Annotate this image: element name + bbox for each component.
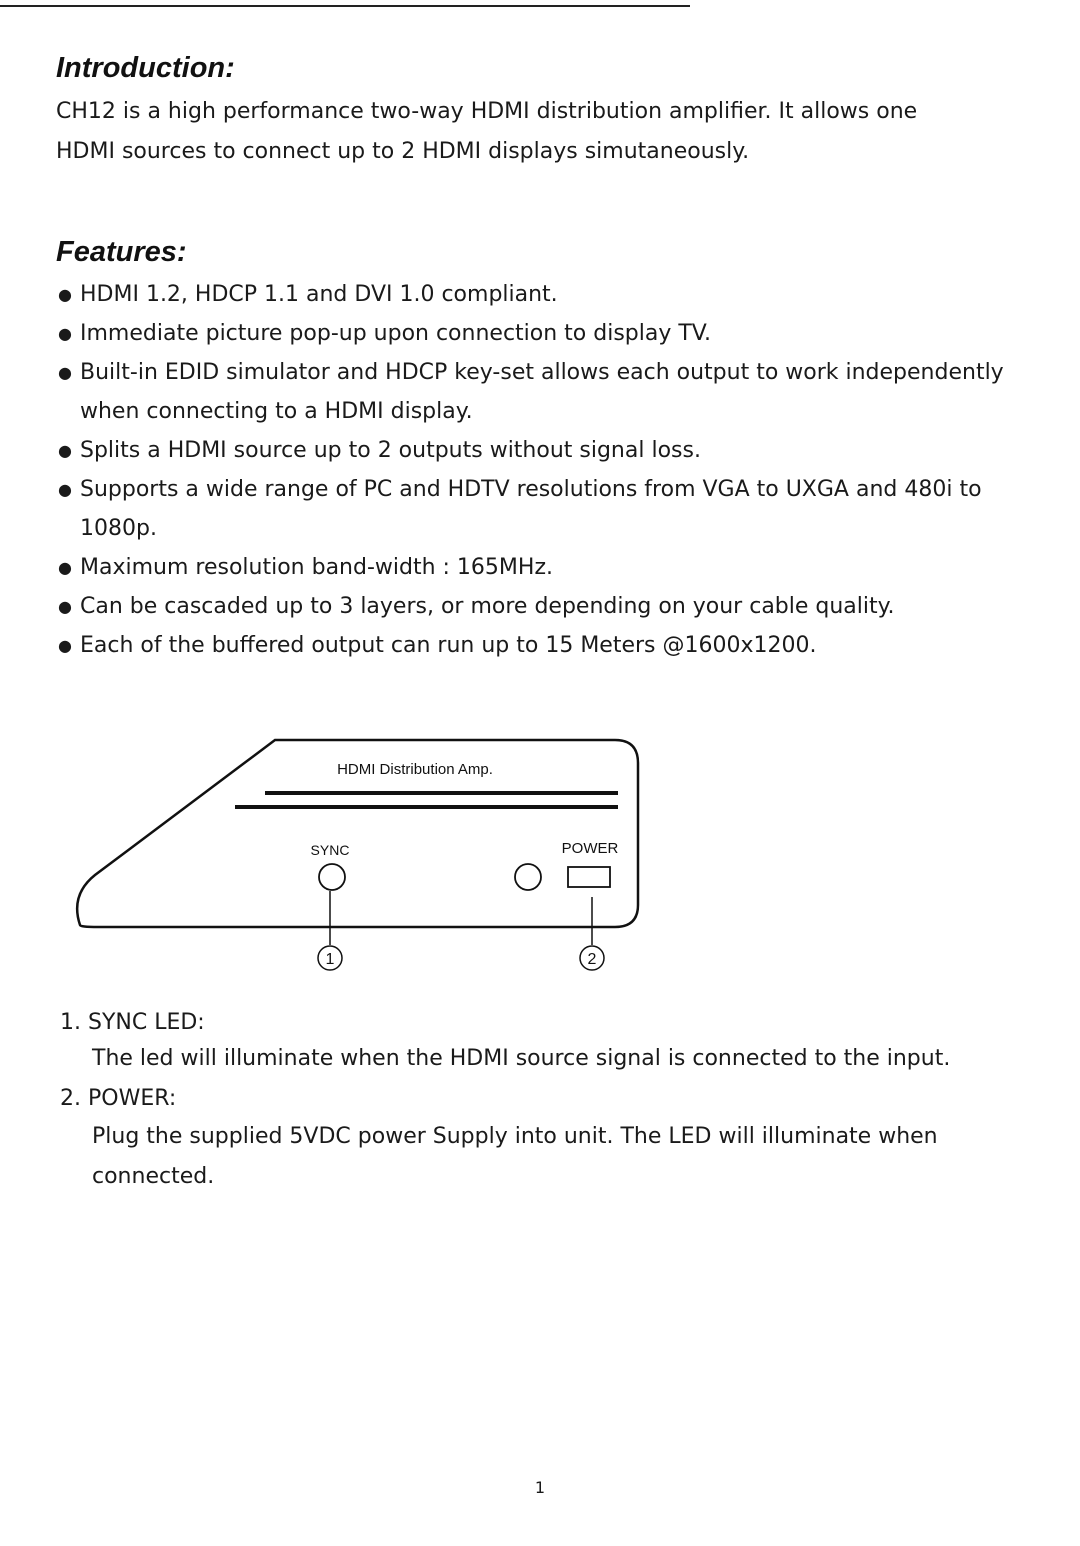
introduction-heading: Introduction: [56,52,235,84]
features-list [56,275,1056,665]
power-description-line-1: Plug the supplied 5VDC power Supply into unit. The LED will illuminate when [92,1124,938,1149]
bullet-icon: ● [58,480,72,499]
callout-1: 1 [325,951,335,968]
features-heading: Features: [56,236,187,268]
power-led-icon [515,864,541,890]
sync-led-title: 1. SYNC LED: [60,1010,205,1035]
feature-item: ● HDMI 1.2, HDCP 1.1 and DVI 1.0 compliant. [56,275,1056,314]
bullet-icon: ● [58,441,72,460]
power-label: POWER [561,840,619,857]
bullet-icon: ● [58,636,72,655]
feature-item: ● Can be cascaded up to 3 layers, or more depending on your cable quality. [56,587,1056,626]
top-rule [0,5,690,7]
power-title: 2. POWER: [60,1086,177,1111]
feature-item: ● Supports a wide range of PC and HDTV resolutions from VGA to UXGA and 480i to 1080p. [56,470,1056,548]
device-front-panel-diagram [60,735,660,985]
bullet-icon: ● [58,324,72,343]
power-description-line-2: connected. [92,1164,215,1189]
page-number: 1 [534,1478,546,1497]
introduction-line-1: CH12 is a high performance two-way HDMI distribution amplifier. It allows one [56,99,918,124]
callout-2: 2 [587,951,597,968]
bullet-icon: ● [58,558,72,577]
bullet-icon: ● [58,597,72,616]
sync-led-description: The led will illuminate when the HDMI source signal is connected to the input. [92,1046,951,1071]
introduction-line-2: HDMI sources to connect up to 2 HDMI displays simutaneously. [56,139,750,164]
bullet-icon: ● [58,363,72,382]
device-label: HDMI Distribution Amp. [337,761,493,778]
sync-label: SYNC [310,842,350,858]
bullet-icon: ● [58,285,72,304]
power-port-icon [568,867,610,887]
feature-item: ● Immediate picture pop-up upon connection to display TV. [56,314,1056,353]
sync-led-icon [319,864,345,890]
feature-item: ● Splits a HDMI source up to 2 outputs without signal loss. [56,431,1056,470]
feature-item: ● Built-in EDID simulator and HDCP key-set allows each output to work independently when connecting to a HDMI display. [56,353,1056,431]
feature-item: ● Each of the buffered output can run up to 15 Meters @1600x1200. [56,626,1056,665]
feature-item: ● Maximum resolution band-width : 165MHz. [56,548,1056,587]
